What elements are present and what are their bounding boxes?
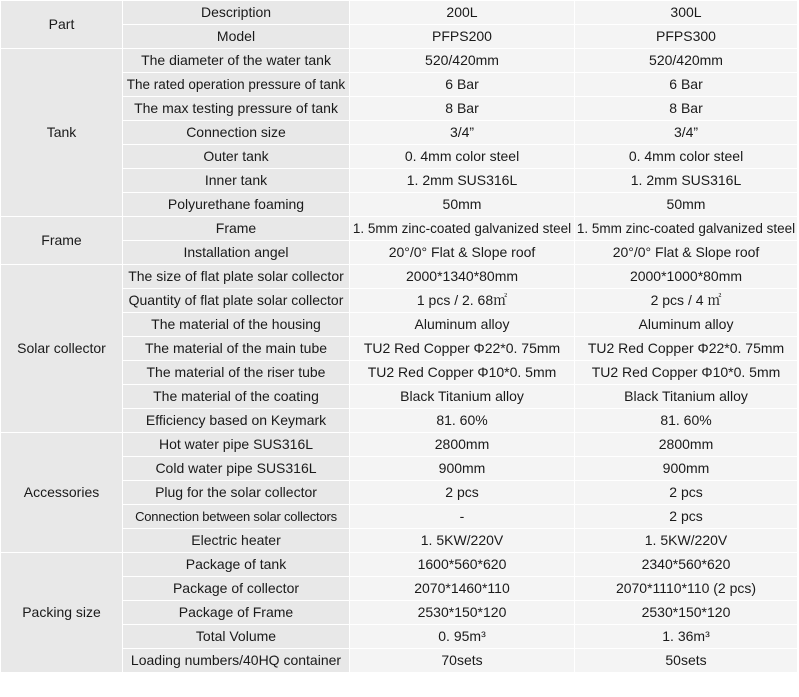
cell-300l: Aluminum alloy <box>575 313 798 337</box>
row-label: The material of the riser tube <box>123 361 350 385</box>
row-label: Model <box>123 25 350 49</box>
row-label: Package of collector <box>123 577 350 601</box>
row-label: The rated operation pressure of tank <box>123 73 350 97</box>
cell-300l: 0. 4mm color steel <box>575 145 798 169</box>
cell-300l: TU2 Red Copper Φ10*0. 5mm <box>575 361 798 385</box>
cell-300l: 20°/0° Flat & Slope roof <box>575 241 798 265</box>
cell-300l: TU2 Red Copper Φ22*0. 75mm <box>575 337 798 361</box>
cell-200l: 0. 4mm color steel <box>350 145 575 169</box>
row-label: Polyurethane foaming <box>123 193 350 217</box>
row-label: Installation angel <box>123 241 350 265</box>
cell-200l: 1600*560*620 <box>350 553 575 577</box>
cell-200l: 1. 2mm SUS316L <box>350 169 575 193</box>
group-label-frame: Frame <box>1 217 123 265</box>
table-row <box>1 217 798 241</box>
cell-200l: 20°/0° Flat & Slope roof <box>350 241 575 265</box>
group-label-accessories: Accessories <box>1 433 123 553</box>
row-label: Efficiency based on Keymark <box>123 409 350 433</box>
cell-300l: 1. 2mm SUS316L <box>575 169 798 193</box>
cell-200l: TU2 Red Copper Φ10*0. 5mm <box>350 361 575 385</box>
cell-300l: 2 pcs <box>575 505 798 529</box>
cell-200l: 2070*1460*110 <box>350 577 575 601</box>
cell-200l: 2800mm <box>350 433 575 457</box>
cell-300l: 1. 5mm zinc-coated galvanized steel <box>575 217 798 241</box>
cell-300l: 2530*150*120 <box>575 601 798 625</box>
cell-200l: 70sets <box>350 649 575 673</box>
cell-200l: 3/4” <box>350 121 575 145</box>
cell-300l: 2070*1110*110 (2 pcs) <box>575 577 798 601</box>
row-label: The diameter of the water tank <box>123 49 350 73</box>
cell-200l: 520/420mm <box>350 49 575 73</box>
row-label: Cold water pipe SUS316L <box>123 457 350 481</box>
cell-200l: 8 Bar <box>350 97 575 121</box>
row-label: Package of tank <box>123 553 350 577</box>
row-label: Connection between solar collectors <box>123 505 350 529</box>
group-label-solar-collector: Solar collector <box>1 265 123 433</box>
row-label: Loading numbers/40HQ container <box>123 649 350 673</box>
table-row <box>1 433 798 457</box>
cell-300l: 81. 60% <box>575 409 798 433</box>
row-label: The size of flat plate solar collector <box>123 265 350 289</box>
cell-300l: 2340*560*620 <box>575 553 798 577</box>
table-row <box>1 1 798 25</box>
row-label: Quantity of flat plate solar collector <box>123 289 350 313</box>
row-label: Description <box>123 1 350 25</box>
row-label: Inner tank <box>123 169 350 193</box>
cell-300l: 2 pcs / 4 ㎡ <box>575 289 798 313</box>
table-row <box>1 553 798 577</box>
cell-300l: 900mm <box>575 457 798 481</box>
cell-300l: 2800mm <box>575 433 798 457</box>
cell-200l: 1. 5KW/220V <box>350 529 575 553</box>
cell-200l: 6 Bar <box>350 73 575 97</box>
cell-300l: 2000*1000*80mm <box>575 265 798 289</box>
cell-200l: 50mm <box>350 193 575 217</box>
row-label: Electric heater <box>123 529 350 553</box>
cell-200l: 1 pcs / 2. 68㎡ <box>350 289 575 313</box>
group-label-tank: Tank <box>1 49 123 217</box>
cell-300l: 520/420mm <box>575 49 798 73</box>
cell-200l: - <box>350 505 575 529</box>
group-label-packing-size: Packing size <box>1 553 123 673</box>
cell-300l: 2 pcs <box>575 481 798 505</box>
cell-300l: 1. 36m³ <box>575 625 798 649</box>
cell-200l: 2 pcs <box>350 481 575 505</box>
cell-200l: Aluminum alloy <box>350 313 575 337</box>
group-label-part: Part <box>1 1 123 49</box>
row-label: Hot water pipe SUS316L <box>123 433 350 457</box>
cell-200l: 81. 60% <box>350 409 575 433</box>
cell-300l: 50sets <box>575 649 798 673</box>
cell-200l: 0. 95m³ <box>350 625 575 649</box>
cell-200l: TU2 Red Copper Φ22*0. 75mm <box>350 337 575 361</box>
cell-300l: PFPS300 <box>575 25 798 49</box>
cell-200l: Black Titanium alloy <box>350 385 575 409</box>
row-label: Total Volume <box>123 625 350 649</box>
cell-200l: 1. 5mm zinc-coated galvanized steel <box>350 217 575 241</box>
row-label: The material of the housing <box>123 313 350 337</box>
cell-300l: 3/4” <box>575 121 798 145</box>
cell-200l: 200L <box>350 1 575 25</box>
row-label: Connection size <box>123 121 350 145</box>
row-label: The max testing pressure of tank <box>123 97 350 121</box>
row-label: Plug for the solar collector <box>123 481 350 505</box>
cell-300l: 1. 5KW/220V <box>575 529 798 553</box>
row-label: The material of the coating <box>123 385 350 409</box>
table-row <box>1 265 798 289</box>
cell-200l: 2530*150*120 <box>350 601 575 625</box>
table-row <box>1 49 798 73</box>
cell-200l: 900mm <box>350 457 575 481</box>
cell-300l: 6 Bar <box>575 73 798 97</box>
cell-200l: 2000*1340*80mm <box>350 265 575 289</box>
cell-300l: 300L <box>575 1 798 25</box>
row-label: The material of the main tube <box>123 337 350 361</box>
cell-200l: PFPS200 <box>350 25 575 49</box>
row-label: Outer tank <box>123 145 350 169</box>
spec-table-body <box>1 1 798 673</box>
row-label: Frame <box>123 217 350 241</box>
cell-300l: 8 Bar <box>575 97 798 121</box>
cell-300l: Black Titanium alloy <box>575 385 798 409</box>
row-label: Package of Frame <box>123 601 350 625</box>
cell-300l: 50mm <box>575 193 798 217</box>
